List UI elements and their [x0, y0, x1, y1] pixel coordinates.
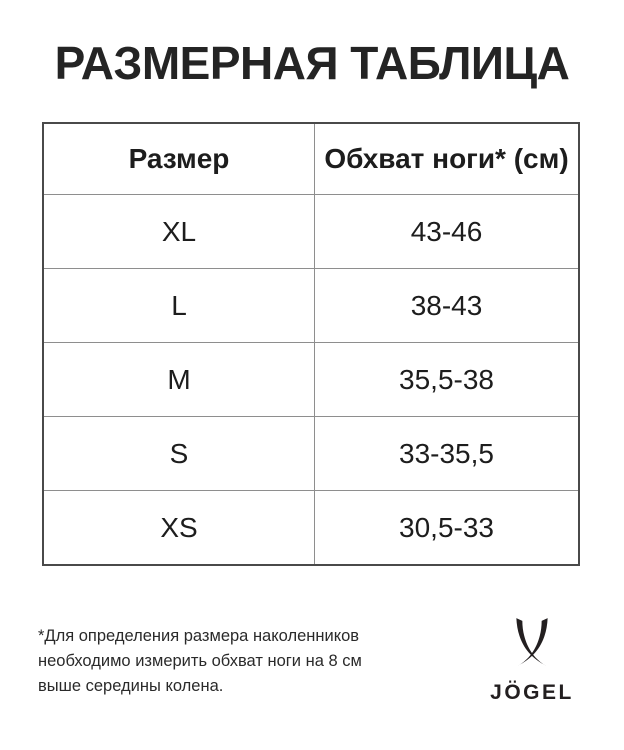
- size-cell: XL: [43, 195, 315, 269]
- circumference-cell: 33-35,5: [315, 417, 580, 491]
- size-cell: S: [43, 417, 315, 491]
- size-table: [42, 122, 580, 566]
- footnote-line: *Для определения размера наколенников: [38, 627, 360, 645]
- circumference-cell: 43-46: [315, 195, 580, 269]
- table-row: [43, 195, 579, 269]
- brand-logo: [476, 610, 588, 705]
- jogel-v-emblem-icon: [509, 610, 555, 674]
- column-header-circumference: Обхват ноги* (см): [315, 123, 580, 195]
- column-header-size: Размер: [43, 123, 315, 195]
- table-row: [43, 343, 579, 417]
- circumference-cell: 30,5-33: [315, 491, 580, 566]
- table-row: [43, 491, 579, 566]
- brand-name: JÖGEL: [490, 681, 574, 704]
- page-title: РАЗМЕРНАЯ ТАБЛИЦА: [54, 37, 570, 89]
- circumference-cell: 35,5-38: [315, 343, 580, 417]
- table-header-row: [43, 123, 579, 195]
- circumference-cell: 38-43: [315, 269, 580, 343]
- size-cell: XS: [43, 491, 315, 566]
- table-row: [43, 417, 579, 491]
- footnote-line: необходимо измерить обхват ноги на 8 см: [38, 652, 362, 670]
- size-cell: M: [43, 343, 315, 417]
- size-cell: L: [43, 269, 315, 343]
- table-row: [43, 269, 579, 343]
- footnote-line: выше середины колена.: [38, 677, 224, 695]
- footnote: [38, 624, 362, 699]
